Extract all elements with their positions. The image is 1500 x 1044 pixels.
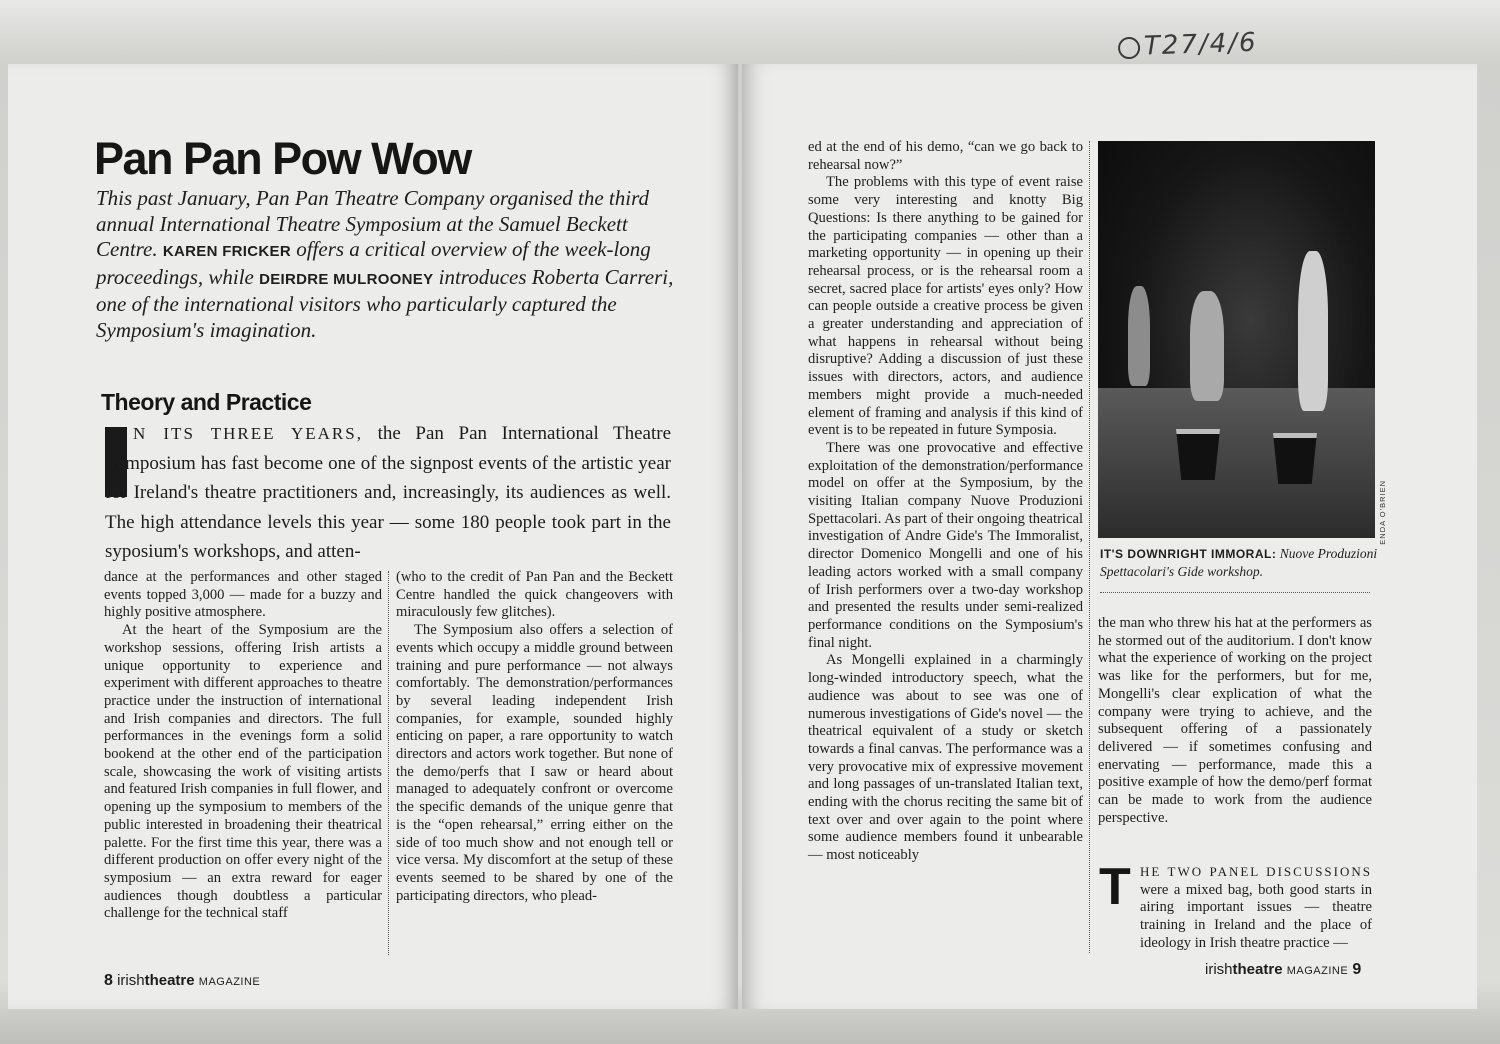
photo-caption bbox=[1100, 545, 1390, 581]
deck-part2: offers a critical overview of the week-long proceedings, while bbox=[96, 237, 651, 289]
col2-para: The Symposium also offers a selection of events which occupy a middle ground between training and pure performance — not always comfortably. The demonstration/performances by several leading independent Irish companies, for example, sounded highly enticing on paper, a rare opportunity to watch directors and actors work together. But none of the demo/perfs that I saw or heard about managed to adequately confront or overcome the specific demands of the unique genre that is the “open rehearsal,” erring either on the side of too much show and not enough tell or vice versa. My discomfort at the setup of these events seemed to be shared by one of the participating directors, who plead- bbox=[396, 622, 673, 904]
lead-smallcaps: N ITS THREE YEARS, bbox=[133, 424, 363, 443]
article-title: Pan Pan Pow Wow bbox=[94, 133, 471, 184]
col3-para: The problems with this type of event raise some very interesting and knotty Big Questions: Is there anything to be gained for the participating companies — other than a marketing opportunity — in opening up their rehearsal process, or is the rehearsal room a secret, sacred place for artists' eyes only? How can people outside a creative process be given a greater understanding and appreciation of what happens in rehearsal without being disruptive? Adding a discussion of just these issues with directors, actors, and audience members might provide a much-needed element of framing and analysis if this kind of event is to be repeated in future Symposia. bbox=[808, 174, 1083, 439]
folio-brand-theatre: theatre bbox=[1232, 961, 1283, 978]
photo-bucket bbox=[1273, 433, 1317, 484]
photo-performer bbox=[1190, 291, 1224, 401]
col3-para: There was one provocative and effective exploitation of the demonstration/performance model on offer at the Symposium, by the visiting Italian company Nuove Produzioni Spettacolari. As part of their ongoing theatrical investigation of Andre Gide's The Immoralist, director Domenico Mongelli and one of his leading actors worked with a small company of Irish performers over a two-day workshop and presented the results under semi-realized performance conditions on the Symposium's final night. bbox=[808, 439, 1083, 651]
stamp-circle-icon bbox=[1118, 36, 1141, 59]
column-4 bbox=[1098, 615, 1372, 827]
photo-performer bbox=[1128, 286, 1150, 386]
col3-para: ed at the end of his demo, “can we go back to rehearsal now?” bbox=[808, 139, 1083, 173]
col2-para: (who to the credit of Pan Pan and the Beckett Centre handled the quick changeovers with miraculously few glitches). bbox=[396, 569, 673, 621]
photo-credit: ENDA O'BRIEN bbox=[1378, 480, 1387, 545]
caption-head: IT'S DOWNRIGHT IMMORAL: bbox=[1100, 547, 1277, 561]
folio-brand-magazine: MAGAZINE bbox=[1286, 965, 1349, 977]
section-heading: Theory and Practice bbox=[101, 389, 312, 415]
col1-para: dance at the performances and other staged events topped 3,000 — made for a buzzy and highly positive atmosphere. bbox=[104, 569, 382, 621]
deck-part3: introduces Roberta Carreri, one of the international visitors who particularly captured the Symposium's imagination. bbox=[96, 264, 674, 342]
col4-smallcaps: HE TWO PANEL DISCUSSIONS bbox=[1140, 864, 1372, 879]
article-deck bbox=[96, 186, 676, 344]
folio-brand-magazine: MAGAZINE bbox=[198, 976, 261, 988]
col4-dropcap: T bbox=[1099, 858, 1131, 916]
folio-brand-irish: irish bbox=[1205, 961, 1233, 978]
deck-author2: DEIRDRE MULROONEY bbox=[259, 270, 434, 288]
page-number-right: 9 bbox=[1352, 961, 1362, 978]
column-divider bbox=[1089, 141, 1090, 953]
caption-rule bbox=[1100, 592, 1370, 593]
column-1 bbox=[104, 569, 382, 923]
column-3 bbox=[808, 139, 1083, 865]
col3-para: As Mongelli explained in a charmingly long-winded introductory speech, what the audience was about to see was one of numerous investigations of Gide's novel — the theatrical equivalent of a study or sketch towards a final canvas. The performance was a very provocative mix of expressive movement and long passages of un-translated Italian text, ending with the chorus reciting the same bit of text over and over again to the point where some audience members found it unbearable — most noticeably bbox=[808, 652, 1083, 864]
column-divider bbox=[388, 571, 389, 955]
col4-para: the man who threw his hat at the performers as he stormed out of the auditorium. I don't know what the experience of working on the project was like for the performers, but for me, Mongelli's clear explication of what the company were trying to achieve, and the subsequent offering of a passionately delivered — if sometimes confusing and enervating — performance, made this a positive example of how the demo/perf format can be made to work from the audience perspective. bbox=[1098, 615, 1372, 826]
deck-author1: KAREN FRICKER bbox=[162, 243, 291, 261]
performance-photo bbox=[1098, 141, 1375, 538]
archive-stamp bbox=[1118, 28, 1259, 63]
col1-para: At the heart of the Symposium are the workshop sessions, offering Irish artists a unique opportunity to experience and experiment with different approaches to theatre practice under the instruction of international and Irish companies and directors. The full performances in the evenings form a solid bookend at the other end of the participation scale, showcasing the work of visiting artists and featured Irish companies in full flower, and opening up the symposium to members of the public interested in broadening their theatrical palette. For the first time this year, there was a different production on offer every night of the symposium — an extra reward for eager audiences though doubtless a particular challenge for the technical staff bbox=[104, 622, 382, 922]
column-2 bbox=[396, 569, 673, 905]
deck-part1: This past January, Pan Pan Theatre Company organised the third annual International Theatre Symposium at the Samuel Beckett Centre. bbox=[96, 186, 649, 262]
folio-brand-theatre: theatre bbox=[144, 972, 195, 989]
folio-right bbox=[1205, 961, 1361, 979]
col4-tail: were a mixed bag, both good starts in airing important issues — theatre training in Ireland and the place of ideology in Irish theatre practice — bbox=[1140, 881, 1372, 951]
photo-bucket bbox=[1176, 429, 1220, 480]
photo-stage-floor bbox=[1098, 388, 1375, 538]
lead-text: the Pan Pan International Theatre Symposium has fast become one of the signpost events of the artistic year for Ireland's theatre practitioners and, increasingly, its audiences as well. The high attendance levels this year — some 180 people took part in the syposium's workshops, and atten- bbox=[105, 423, 672, 563]
folio-left bbox=[104, 972, 260, 990]
photo-performer bbox=[1298, 251, 1328, 411]
page-number-left: 8 bbox=[104, 972, 113, 989]
column-4-continued bbox=[1098, 858, 1372, 953]
folio-brand-irish: irish bbox=[117, 972, 145, 989]
caption-text: Nuove Produzioni Spettacolari's Gide workshop. bbox=[1100, 546, 1378, 579]
stamp-text: T27/4/6 bbox=[1143, 27, 1259, 62]
lead-paragraph bbox=[105, 419, 671, 567]
